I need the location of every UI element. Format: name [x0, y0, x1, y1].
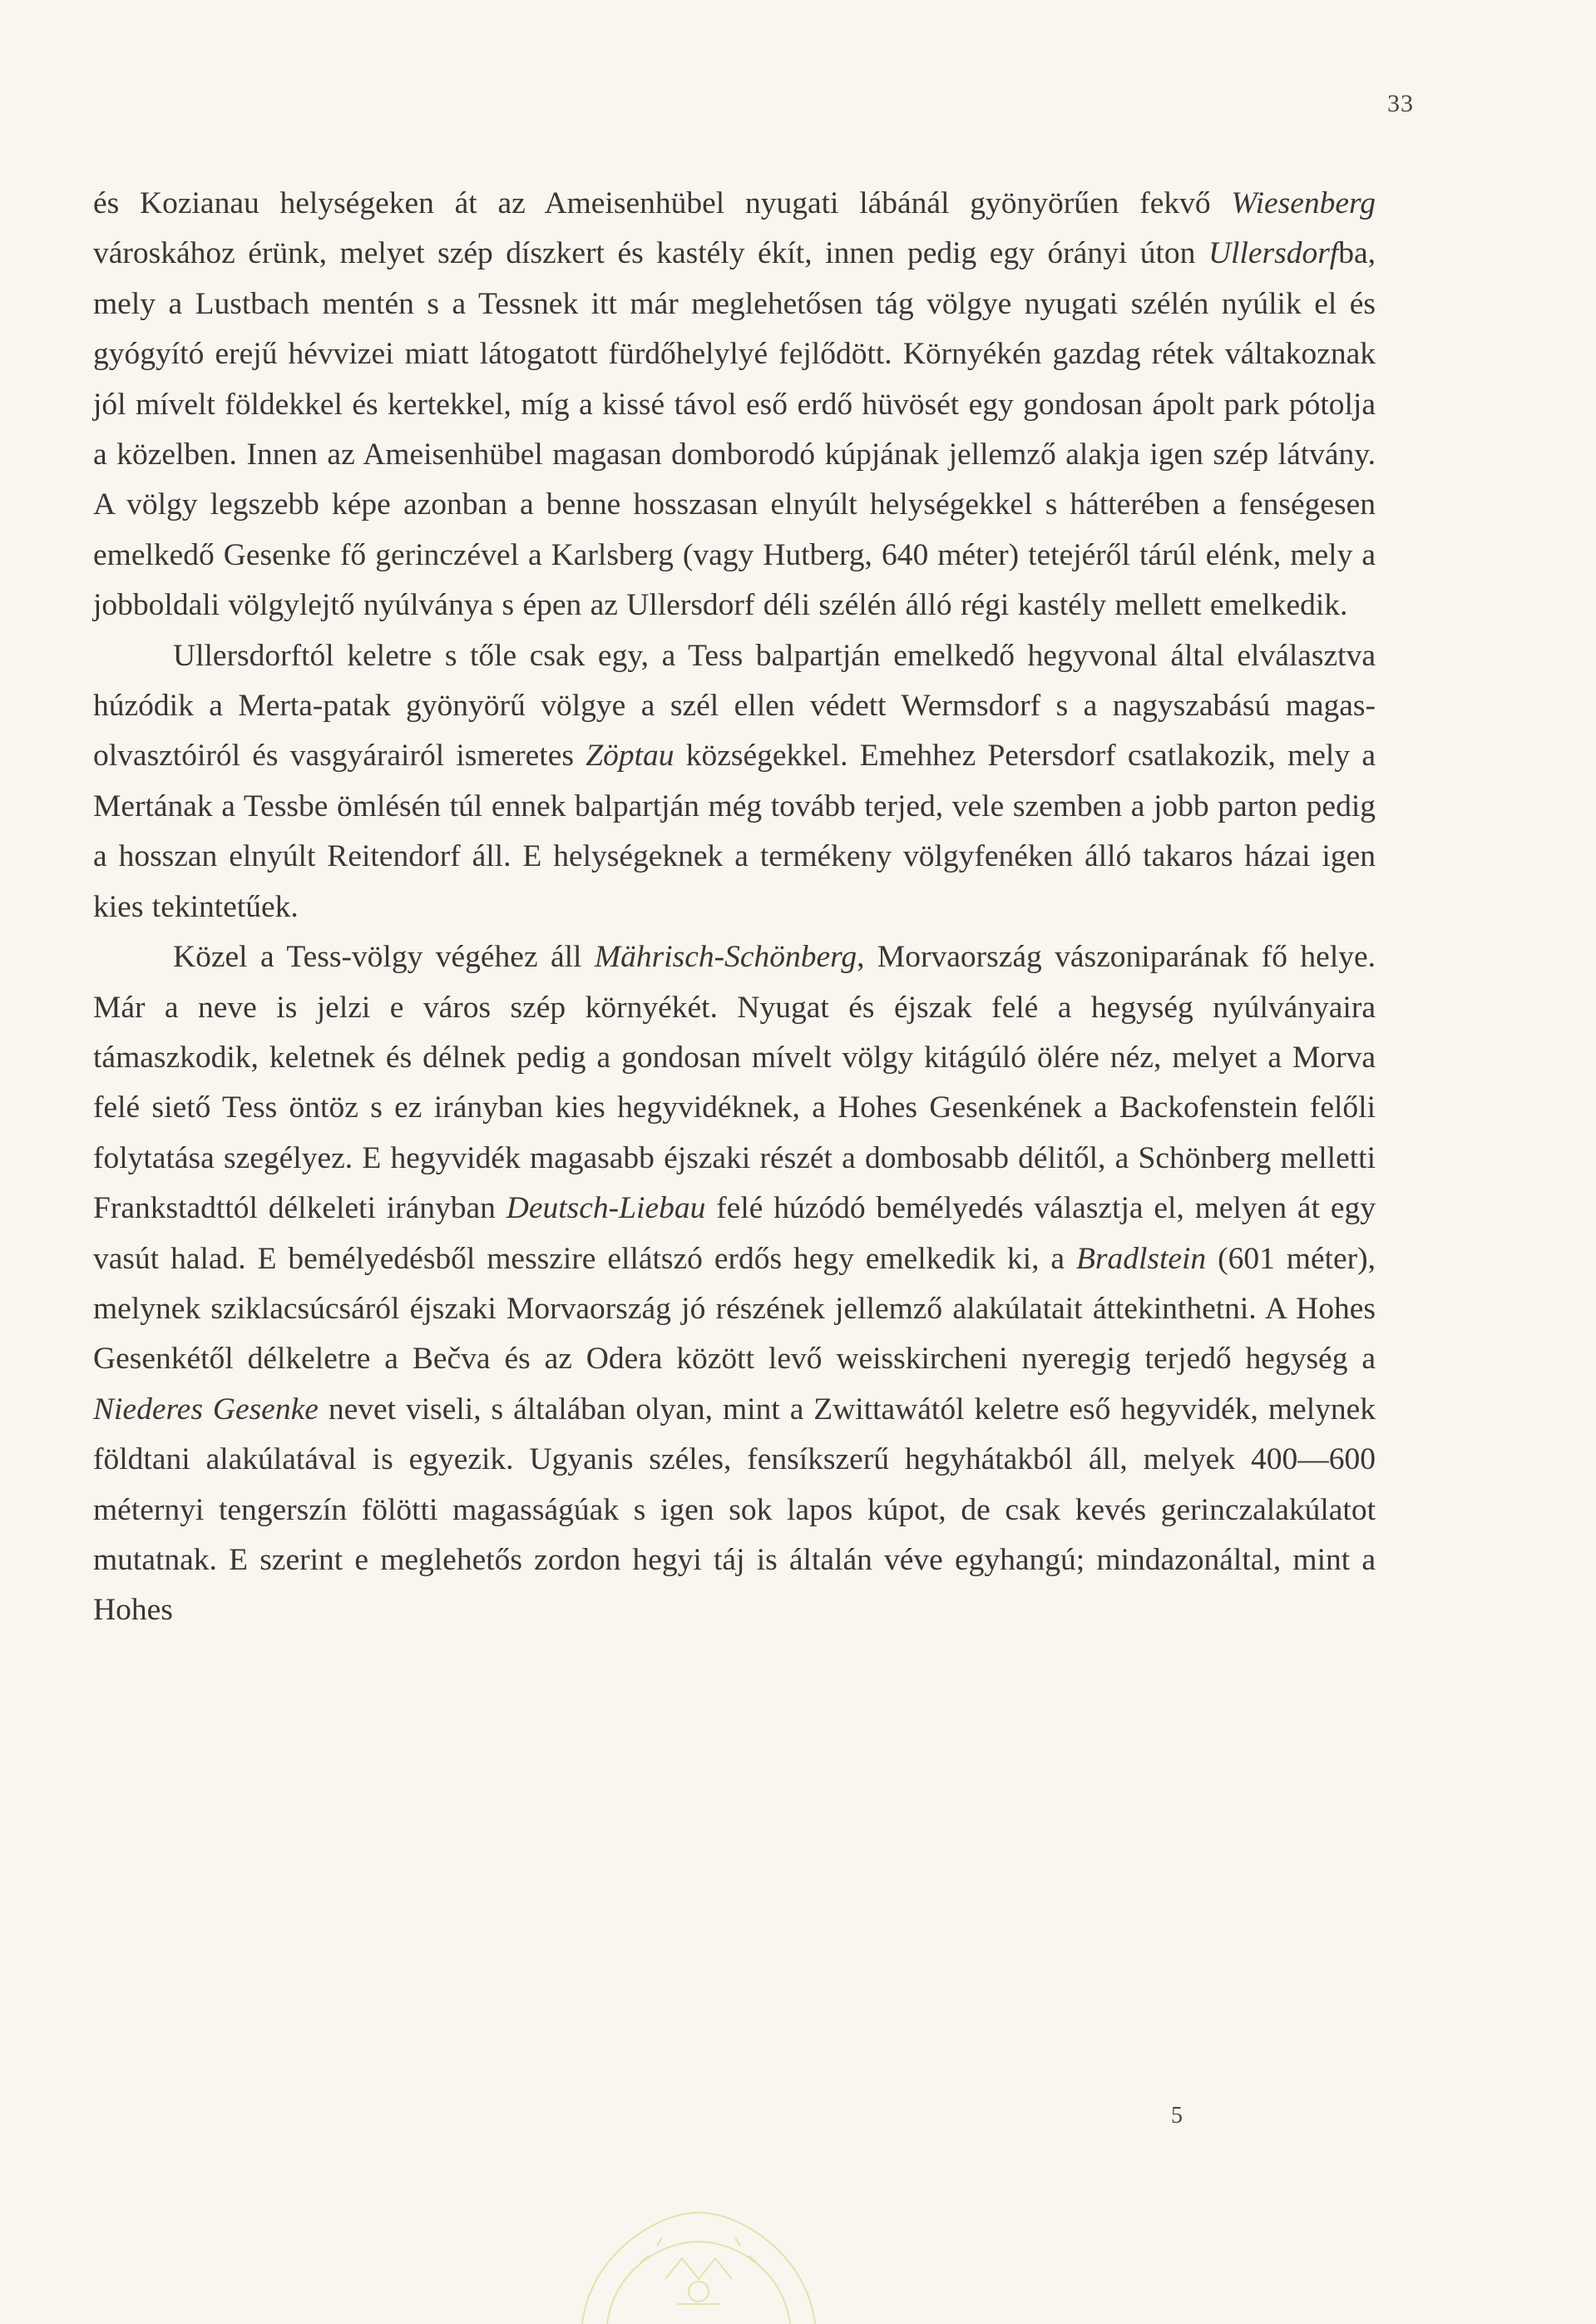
paragraph-1 [93, 179, 1376, 631]
place-name-italic: Bradlstein [1075, 1241, 1207, 1276]
text-run: Közel a Tess-völgy végéhez áll [173, 940, 595, 975]
place-name-italic: Ullersdorf [1208, 236, 1339, 271]
paragraph-2 [93, 631, 1376, 932]
page-number: 33 [1387, 90, 1414, 117]
place-name-italic: Zöptau [586, 739, 674, 774]
text-run: , Morvaország vászoniparának fő helye. Már a neve is jelzi e város szép környékét. Nyugat és éjszak felé a hegység nyúlványaira támaszkodik, keletnek és délnek pedig a gondosan mívelt völgy kitágúló ölére néz, melyet a Morva felé siető Tess öntöz s ez irányban kies hegyvidéknek, a Hohes Gesenkének a Backofenstein felőli folytatása szegélyez. E hegyvidék magasabb éjszaki részét a dombosabb délitől, a Schönberg melletti Frankstadttól délkeleti irányban [93, 940, 1376, 1226]
place-name-italic: Mährisch-Schönberg [594, 940, 857, 975]
text-run: nevet viseli, s általában olyan, mint a Zwittawától keletre eső hegyvidék, melynek földtani alakúlatával is egyezik. Ugyanis széles, fensíkszerű hegyhátakból áll, melyek 400—600 méternyi tengerszín fölötti magasságúak s igen sok lapos kúpot, de csak kevés gerinczalakúlatot mutatnak. E szerint e meglehetős zordon hegyi táj is általán véve egyhangú; mindazonáltal, mint a Hohes [93, 1392, 1376, 1628]
paragraph-3 [93, 932, 1376, 1636]
text-run: ba, mely a Lustbach mentén s a Tessnek itt már meglehetősen tág völgye nyugati szélén nyúlik el és gyógyító erejű hévvizei miatt látogatott fürdőhelylyé fejlődött. Környékén gazdag rétek váltakoznak jól mívelt földekkel és kertekkel, míg a kissé távol eső erdő hüvösét egy gondosan ápolt park pótolja a közelben. Innen az Ameisenhübel magasan domborodó kúpjának jellemző alakja igen szép látvány. A völgy legszebb képe azonban a benne hosszasan elnyúlt helységekkel s hátterében a fenségesen emelkedő Gesenke fő gerinczével a Karlsberg (vagy Hutberg, 640 méter) tetejéről tárúl elénk, mely a jobboldali völgylejtő nyúlványa s épen az Ullersdorf déli szélén álló régi kastély mellett emelkedik. [93, 236, 1376, 623]
place-name-italic: Niederes Gesenke [93, 1392, 319, 1427]
place-name-italic: Deutsch-Liebau [506, 1191, 706, 1226]
body-text [93, 179, 1376, 1636]
text-run: községekkel. Emehhez Petersdorf csatlakozik, mely a Mertának a Tessbe ömlésén túl ennek balpartján még tovább terjed, vele szemben a jobb parton pedig a hosszan elnyúlt Reitendorf áll. E helységeknek a termékeny völgyfenéken álló takaros házai igen kies tekintetűek. [93, 739, 1376, 924]
text-run: Ullersdorftól keletre s tőle csak egy, a Tess balpartján emelkedő hegyvonal által elválasztva húzódik a Merta-patak gyönyörű völgye a szél ellen védett Wermsdorf s a nagyszabású magas-olvasztóiról és vasgyárairól ismeretes [93, 638, 1376, 774]
text-run: felé húzódó bemélyedés választja el, melyen át egy vasút halad. E bemélyedésből messzire ellátszó erdős hegy emelkedik ki, a [93, 1191, 1376, 1276]
signature-mark: 5 [1171, 2103, 1183, 2129]
text-run: városkához érünk, melyet szép díszkert és kastély ékít, innen pedig egy órányi úton [93, 236, 1208, 271]
place-name-italic: Wiesenberg [1231, 186, 1376, 220]
library-stamp-icon [566, 2179, 832, 2324]
text-run: (601 méter), melynek sziklacsúcsáról éjszaki Morvaország jó részének jellemző alakúlatait áttekinthetni. A Hohes Gesenkétől délkeletre a Bečva és az Odera között levő weisskircheni nyeregig terjedő hegység a [93, 1241, 1376, 1377]
text-run: és Kozianau helységeken át az Ameisenhübel nyugati lábánál gyönyörűen fekvő [93, 186, 1232, 220]
